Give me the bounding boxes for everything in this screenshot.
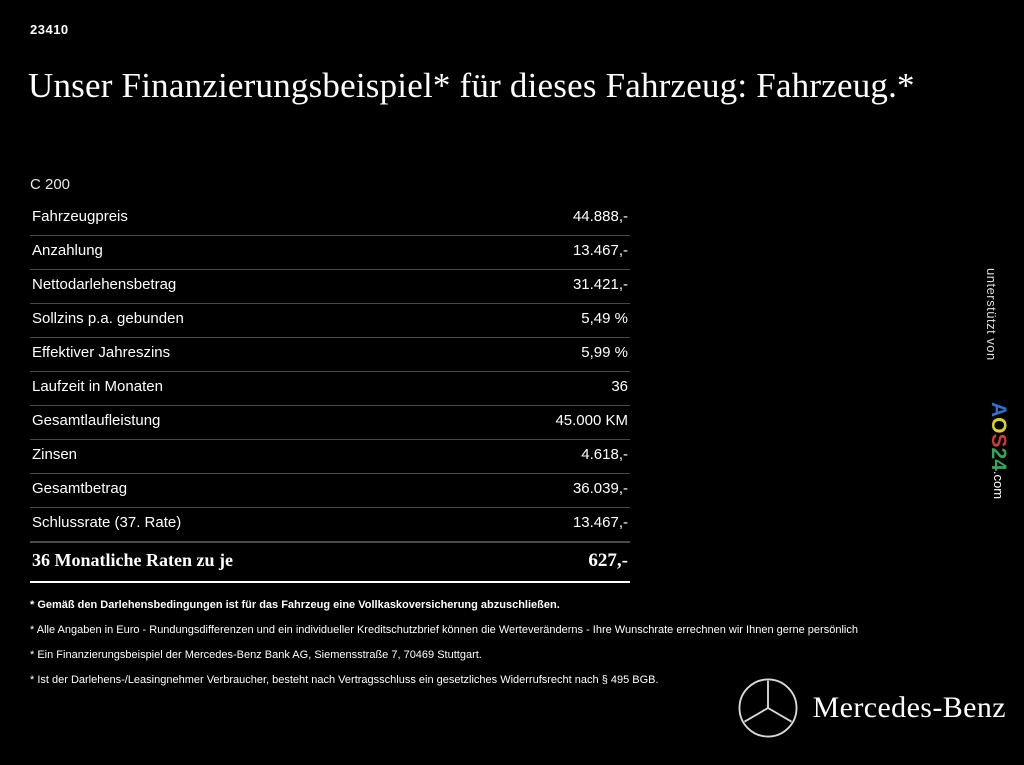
- aos24-logo-part: 24: [987, 447, 1010, 471]
- row-value: 5,99 %: [581, 344, 628, 361]
- row-label: Effektiver Jahreszins: [32, 344, 171, 361]
- table-row: [30, 372, 630, 406]
- table-row: [30, 304, 630, 338]
- row-label: Schlussrate (37. Rate): [32, 514, 182, 531]
- row-value: 36.039,-: [572, 480, 628, 497]
- row-label: Anzahlung: [32, 242, 103, 259]
- row-label: Nettodarlehensbetrag: [32, 276, 177, 293]
- table-row: [30, 338, 630, 372]
- document-id: 23410: [30, 22, 69, 37]
- supported-by-label: unterstützt von: [984, 268, 999, 361]
- aos24-logo-part: S: [987, 433, 1010, 448]
- table-row: [30, 508, 630, 542]
- row-label: Sollzins p.a. gebunden: [32, 310, 184, 327]
- row-value: 13.467,-: [572, 514, 628, 531]
- total-value: 627,-: [588, 550, 628, 571]
- table-row: [30, 474, 630, 508]
- row-value: 4.618,-: [581, 446, 628, 463]
- footnote-item: * Ein Finanzierungsbeispiel der Mercedes-Benz Bank AG, Siemensstraße 7, 70469 Stuttgart.: [30, 648, 482, 661]
- row-label: Zinsen: [32, 446, 78, 463]
- vehicle-model-label: C 200: [30, 176, 71, 193]
- page-title: Unser Finanzierungsbeispiel* für dieses Fahrzeug: Fahrzeug.*: [28, 66, 915, 105]
- footnote-item: * Gemäß den Darlehensbedingungen ist für das Fahrzeug eine Vollkaskoversicherung abzuschließen.: [30, 599, 560, 611]
- aos24-logo-part: .com: [991, 470, 1006, 500]
- row-value: 45.000 KM: [555, 412, 628, 429]
- table-row: [30, 406, 630, 440]
- mercedes-benz-logo: [737, 677, 1006, 739]
- mercedes-benz-wordmark: Mercedes-Benz: [812, 691, 1006, 724]
- row-value: 31.421,-: [572, 276, 628, 293]
- footnote-item: * Alle Angaben in Euro - Rundungsdifferenzen und ein individueller Kreditschutzbrief können die Werteveränderns - Ihre Wunschrate errechnen wir Ihnen gerne persönlich: [30, 623, 858, 636]
- row-label: Gesamtbetrag: [32, 480, 128, 497]
- table-row: [30, 202, 630, 236]
- table-row: [30, 270, 630, 304]
- row-label: Fahrzeugpreis: [32, 208, 128, 225]
- table-row-total: [30, 542, 630, 583]
- financing-table: [30, 202, 630, 583]
- total-label: 36 Monatliche Raten zu je: [32, 550, 233, 570]
- row-value: 44.888,-: [572, 208, 628, 225]
- supported-by-sidebar: [984, 268, 1018, 568]
- aos24-logo-part: A: [987, 402, 1010, 418]
- table-row: [30, 440, 630, 474]
- row-label: Gesamtlaufleistung: [32, 412, 161, 429]
- aos24-logo-part: O: [987, 417, 1010, 434]
- table-row: [30, 236, 630, 270]
- mercedes-star-icon: [737, 677, 799, 739]
- row-value: 5,49 %: [581, 310, 628, 327]
- aos24-logo: [986, 402, 1010, 499]
- footnote-item: * Ist der Darlehens-/Leasingnehmer Verbraucher, besteht nach Vertragsschluss ein gesetzliches Widerrufsrecht nach § 495 BGB.: [30, 673, 659, 686]
- row-label: Laufzeit in Monaten: [32, 378, 163, 395]
- row-value: 13.467,-: [572, 242, 628, 259]
- row-value: 36: [611, 378, 628, 395]
